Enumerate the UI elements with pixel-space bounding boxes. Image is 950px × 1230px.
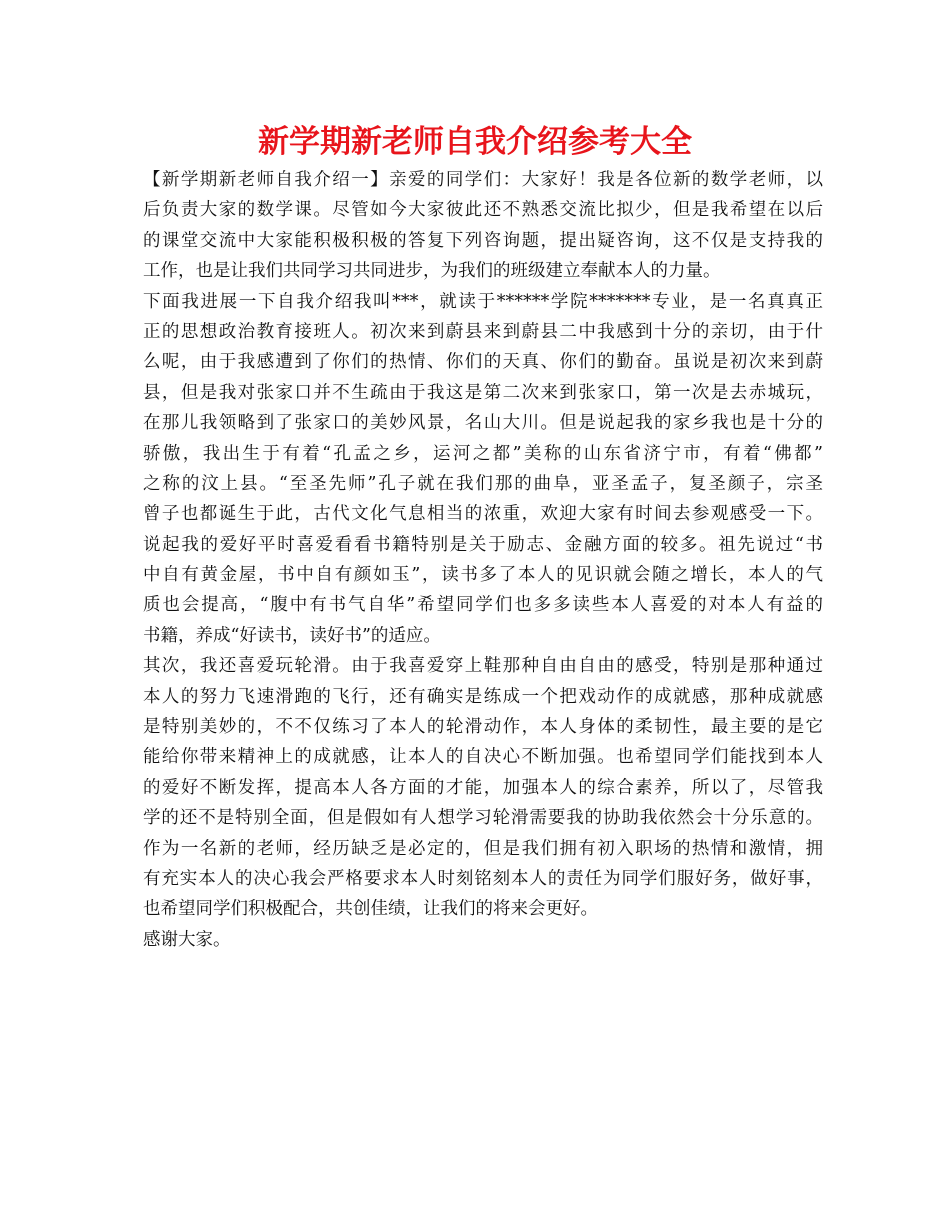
body-line: 县，但是我对张家口并不生疏由于我这是第二次来到张家口，第一次是去赤城玩， (143, 382, 823, 403)
body-line: 说起我的爱好平时喜爱看看书籍特别是关于励志、金融方面的较多。祖先说过“书 (143, 534, 823, 555)
body-line: 之称的汶上县。“至圣先师”孔子就在我们那的曲阜，亚圣孟子，复圣颜子，宗圣 (143, 473, 823, 494)
body-line: 能给你带来精神上的成就感，让本人的自决心不断加强。也希望同学们能找到本人 (143, 747, 823, 768)
body-line: 中自有黄金屋，书中自有颜如玉”，读书多了本人的见识就会随之增长，本人的气 (143, 565, 823, 586)
body-line: 在那儿我领略到了张家口的美妙风景，名山大川。但是说起我的家乡我也是十分的 (143, 413, 823, 434)
body-line: 工作，也是让我们共同学习共同进步，为我们的班级建立奉献本人的力量。 (143, 261, 721, 282)
body-line: 作为一名新的老师，经历缺乏是必定的，但是我们拥有初入职场的热情和激情，拥 (143, 838, 823, 859)
document-body (143, 165, 823, 955)
body-line: 书籍，养成“好读书，读好书”的适应。 (143, 625, 441, 646)
body-line: 是特别美妙的，不不仅练习了本人的轮滑动作，本人身体的柔韧性，最主要的是它 (143, 717, 823, 738)
body-line: 么呢，由于我感遭到了你们的热情、你们的天真、你们的勤奋。虽说是初次来到蔚 (143, 352, 823, 373)
body-line: 本人的努力飞速滑跑的飞行，还有确实是练成一个把戏动作的成就感，那种成就感 (143, 686, 823, 707)
body-line: 其次，我还喜爱玩轮滑。由于我喜爱穿上鞋那种自由自由的感受，特别是那种通过 (143, 656, 823, 677)
body-line: 也希望同学们积极配合，共创佳绩，让我们的将来会更好。 (143, 899, 598, 920)
body-line: 正的思想政治教育接班人。初次来到蔚县来到蔚县二中我感到十分的亲切，由于什 (143, 321, 823, 342)
body-line: 有充实本人的决心我会严格要求本人时刻铭刻本人的责任为同学们服好务，做好事， (143, 868, 823, 889)
body-line: 的爱好不断发挥，提高本人各方面的才能，加强本人的综合素养，所以了，尽管我 (143, 777, 823, 798)
body-line: 质也会提高，“腹中有书气自华”希望同学们也多多读些本人喜爱的对本人有益的 (143, 595, 823, 616)
body-line: 曾子也都诞生于此，古代文化气息相当的浓重，欢迎大家有时间去参观感受一下。 (143, 504, 823, 525)
document-title: 新学期新老师自我介绍参考大全 (258, 124, 692, 160)
body-line: 骄傲，我出生于有着“孔孟之乡，运河之都”美称的山东省济宁市，有着“佛都” (143, 443, 823, 464)
body-line: 下面我进展一下自我介绍我叫***，就读于******学院*******专业，是一名真真正 (143, 291, 823, 312)
body-line: 的课堂交流中大家能积极积极的答复下列咨询题，提出疑咨询，这不仅是支持我的 (143, 230, 823, 251)
body-line: 感谢大家。 (143, 929, 231, 950)
body-line: 后负责大家的数学课。尽管如今大家彼此还不熟悉交流比拟少，但是我希望在以后 (143, 200, 823, 221)
body-line: 【新学期新老师自我介绍一】亲爱的同学们：大家好！我是各位新的数学老师，以 (143, 170, 823, 190)
body-line: 学的还不是特别全面，但是假如有人想学习轮滑需要我的协助我依然会十分乐意的。 (143, 808, 823, 829)
